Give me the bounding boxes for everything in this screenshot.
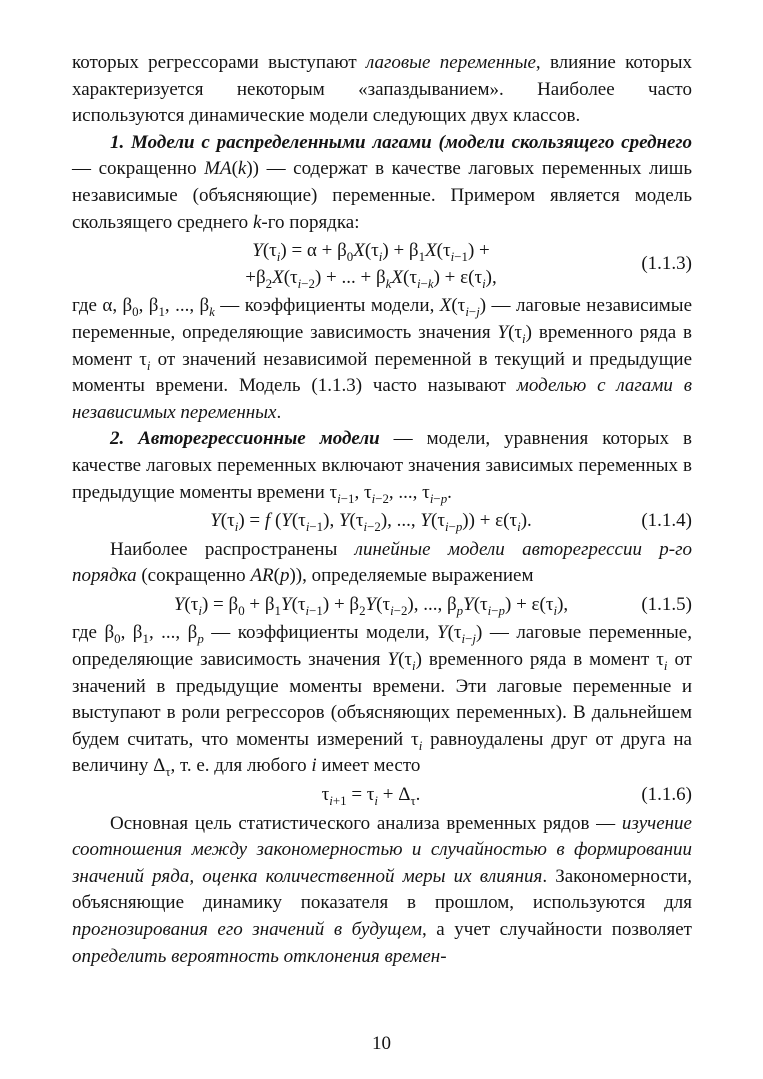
equation-1-1-3-line-2: $+\beta_2X(\tau_{i-2})$ + ... + $\beta_kX(\tau_{i-k}) + \varepsilon(\tau_i)$, (245, 266, 497, 291)
paragraph-coefficients-ma: где α, $\beta_0$, $\beta_1$, ..., $\beta_k$ — коэффициенты модели, $X(\tau_{i-j})$ — лаговые независимые переменные, определяющие зависимость значения $Y(\tau_i)$ временного ряда в момент $\tau_i$ от значений независимой переменной в текущий и предыдущие моменты времени. Модель (1.1.3) часто называют моделью с лагами в независимых переменных. (72, 295, 693, 423)
page-number: 10 (372, 1033, 391, 1054)
equation-1-1-6-body (72, 782, 630, 809)
equation-1-1-4-number: (1.1.4) (641, 510, 692, 532)
paragraph-main-goal: Основная цель статистического анализа временных рядов — изучение соотношения между закономерностью и случайностью в формировании значений ряда, оценка количественной меры их влияния. Закономерности, объясняющие динамику показателя в прошлом, используются для прогнозирования его значений в будущем, а учет случайности позволяет определить вероятность отклонения времен- (72, 812, 692, 967)
equation-1-1-3-body (72, 238, 630, 291)
equation-1-1-6 (72, 782, 692, 809)
equation-1-1-4-line: $Y(\tau_i) = f$ ($Y(\tau_{i-1})$, $Y(\tau_{i-2})$, ..., $Y(\tau_{i-p})) + \varepsilon(\tau_i)$. (210, 510, 532, 534)
paragraph-ar-models: Наиболее распространены линейные модели авторегрессии p-го порядка (сокращенно AR(p)), определяемые выражением (72, 538, 693, 587)
equation-1-1-4 (72, 508, 692, 535)
paragraph-intro: которых регрессорами выступают лаговые переменные, влияние которых характеризуется некоторым «запаздыванием». Наиболее часто используются динамические модели следующих двух классов. (72, 52, 692, 127)
equation-1-1-3-number: (1.1.3) (641, 253, 692, 275)
text-block (72, 50, 692, 970)
paragraph-model-class-1: 1. Модели с распределенными лагами (модели скользящего среднего — сокращенно MA(k)) — содержат в качестве лаговых переменных лишь независимые (объясняющие) переменные. Примером является модель скользящего среднего k-го порядка: (72, 131, 692, 233)
equation-1-1-3-line-1: $Y(\tau_i) = \alpha + \beta_0X(\tau_i) + \beta_1X(\tau_{i-1})$ + (252, 240, 490, 264)
equation-1-1-6-line: $\tau_{i+1} = \tau_i + \Delta_\tau$. (321, 784, 421, 808)
equation-1-1-6-number: (1.1.6) (641, 784, 692, 806)
equation-1-1-5-number: (1.1.5) (641, 593, 692, 615)
equation-1-1-5 (72, 592, 692, 619)
equation-1-1-5-body (72, 592, 630, 619)
paragraph-coefficients-ar: где $\beta_0$, $\beta_1$, ..., $\beta_p$ — коэффициенты модели, $Y(\tau_{i-j})$ — лаговые переменные, определяющие зависимость значения $Y(\tau_i)$ временного ряда в момент $\tau_i$ от значений в предыдущие моменты времени. Эти лаговые переменные и выступают в роли регрессоров (объясняющих переменных). В дальнейшем будем считать, что моменты измерений $\tau_i$ равноудалены друг от друга на величину $\Delta_\tau$, т. е. для любого i имеет место (72, 622, 692, 780)
paragraph-model-class-2: 2. Авторегрессионные модели — модели, уравнения которых в качестве лаговых переменных включают значения зависимых переменных в предыдущие моменты времени $\tau_{i-1}$, $\tau_{i-2}$, ..., $\tau_{i-p}$. (72, 428, 692, 506)
equation-1-1-5-line: $Y(\tau_i) = \beta_0 + \beta_1Y(\tau_{i-1}) + \beta_2Y(\tau_{i-2})$, ..., $\beta_pY(\tau_{i-p}) + \varepsilon(\tau_i)$, (173, 593, 569, 618)
equation-1-1-3 (72, 238, 692, 291)
equation-1-1-4-body (72, 508, 630, 535)
